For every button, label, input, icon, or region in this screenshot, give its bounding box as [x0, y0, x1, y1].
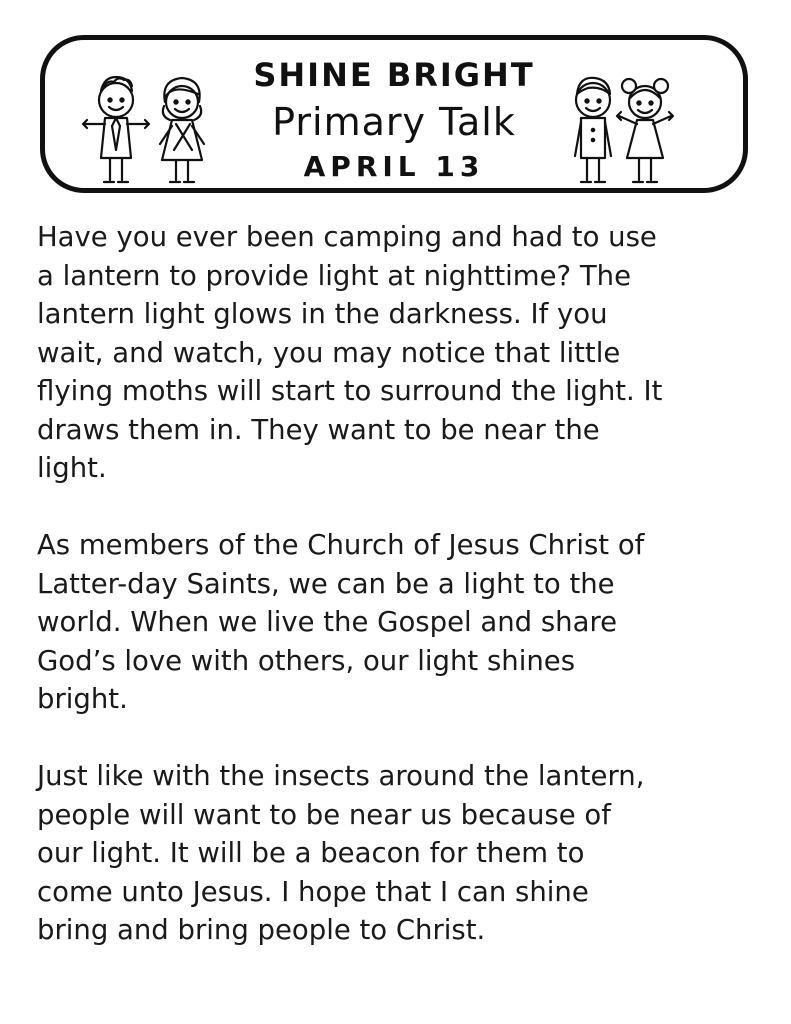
paragraph-2: As members of the Church of Jesus Christ of Latter-day Saints, we can be a light to the world. When we live the Gospel and share God’s love with others, our light shines bright. — [37, 529, 645, 715]
boy-figure-icon — [83, 77, 149, 182]
girl-figure-icon — [160, 78, 204, 182]
kids-illustration-left — [78, 58, 228, 193]
page-title: SHINE BRIGHT — [253, 56, 535, 94]
paragraph-1: Have you ever been camping and had to use a lantern to provide light at nighttime? The lantern light glows in the darkness. If you wait, and watch, you may notice that little flying moths will start to surround the light. It draws them in. They want to be near the light. — [37, 221, 663, 484]
paragraph-3: Just like with the insects around the lantern, people will want to be near us because of our light. It will be a beacon for them to come unto Jesus. I hope that I can shine bring and bring people to Christ. — [37, 760, 645, 946]
talk-date: APRIL 13 — [303, 150, 485, 183]
boy-figure-icon — [575, 78, 611, 182]
page-subtitle: Primary Talk — [272, 100, 516, 144]
girl-figure-icon — [617, 79, 673, 182]
kids-illustration-right — [535, 58, 685, 193]
talk-body — [37, 218, 767, 988]
